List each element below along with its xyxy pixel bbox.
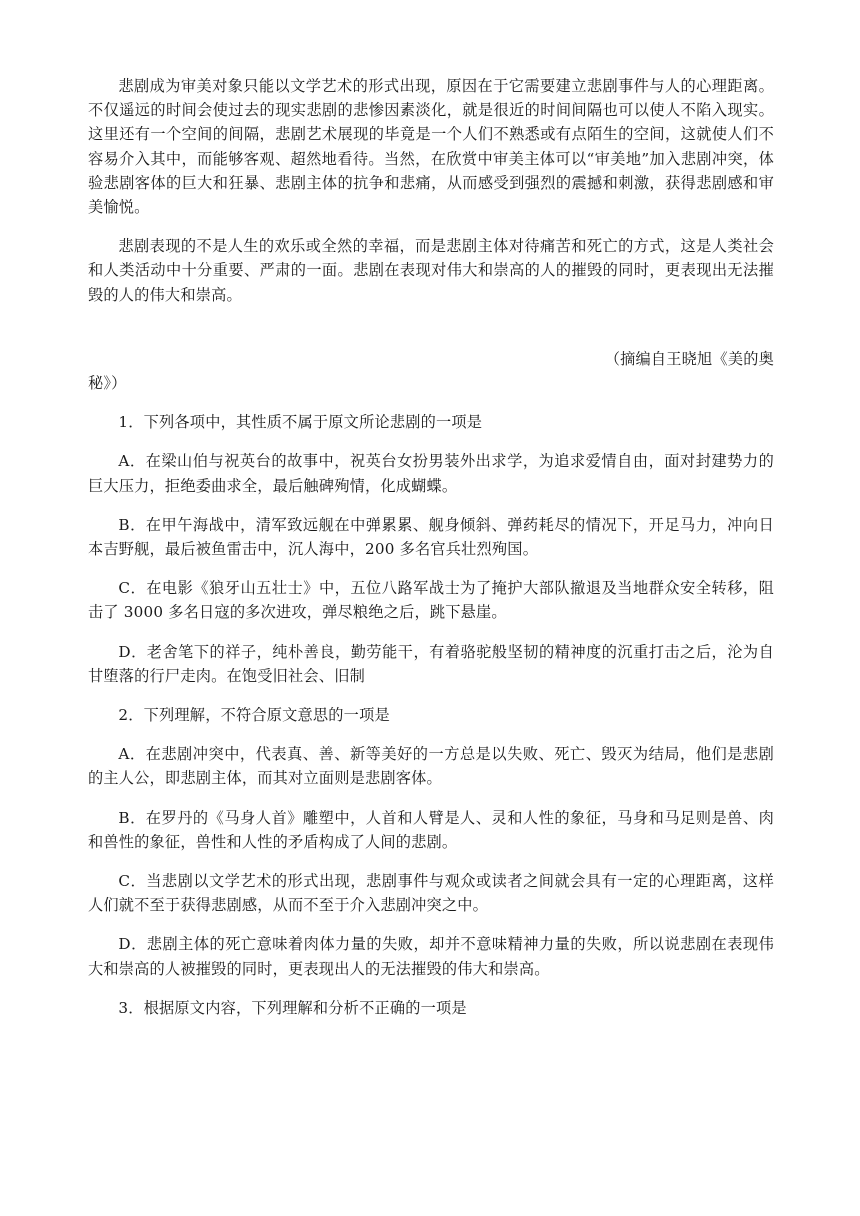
question-1-option-d: D．老舍笔下的祥子，纯朴善良，勤劳能干，有着骆驼般坚韧的精神度的沉重打击之后，沦为自甘堕落的行尸走肉。在饱受旧社会、旧制 xyxy=(88,642,774,685)
question-2-stem: 2．下列理解，不符合原文意思的一项是 xyxy=(118,706,390,725)
question-1-option-b: B．在甲午海战中，清军致远舰在中弹累累、舰身倾斜、弹药耗尽的情况下，开足马力，冲向日本吉野舰，最后被鱼雷击中，沉人海中，200 多名官兵壮烈殉国。 xyxy=(88,515,774,559)
document-page xyxy=(88,74,774,1035)
passage-paragraph-1: 悲剧成为审美对象只能以文学艺术的形式出现，原因在于它需要建立悲剧事件与人的心理距离。不仅遥远的时间会使过去的现实悲剧的悲惨因素淡化，就是很近的时间间隔也可以使人不陷入现实。这里还有一个空间的间隔，悲剧艺术展现的毕竟是一个人们不熟悉或有点陌生的空间，这就使人们不容易介入其中，而能够客观、超然地看待。当然，在欣赏中审美主体可以“审美地”加入悲剧冲突，体验悲剧客体的巨大和狂暴、悲剧主体的抗争和悲痛，从而感受到强烈的震撼和刺激，获得悲剧感和审美愉悦。 xyxy=(88,77,774,217)
passage-paragraph-2: 悲剧表现的不是人生的欢乐或全然的幸福，而是悲剧主体对待痛苦和死亡的方式，这是人类社会和人类活动中十分重要、严肃的一面。悲剧在表现对伟大和崇高的人的摧毁的同时，更表现出无法摧毁的人的伟大和崇高。 xyxy=(88,237,774,304)
source-citation-tail: 秘》） xyxy=(88,374,127,393)
question-2-option-a: A．在悲剧冲突中，代表真、善、新等美好的一方总是以失败、死亡、毁灭为结局，他们是悲剧的主人公，即悲剧主体，而其对立面则是悲剧客体。 xyxy=(88,745,774,788)
question-2-option-b: B．在罗丹的《马身人首》雕塑中，人首和人臂是人、灵和人性的象征，马身和马足则是兽、肉和兽性的象征，兽性和人性的矛盾构成了人间的悲剧。 xyxy=(88,808,774,851)
question-3-stem: 3．根据原文内容，下列理解和分析不正确的一项是 xyxy=(118,998,467,1017)
question-2-option-c: C．当悲剧以文学艺术的形式出现，悲剧事件与观众或读者之间就会具有一定的心理距离，这样人们就不至于获得悲剧感，从而不至于介入悲剧冲突之中。 xyxy=(88,872,774,915)
question-2-option-d: D．悲剧主体的死亡意味着肉体力量的失败，却并不意味精神力量的失败，所以说悲剧在表现伟大和崇高的人被摧毁的同时，更表现出人的无法摧毁的伟大和崇高。 xyxy=(88,935,774,978)
question-1-stem: 1．下列各项中，其性质不属于原文所论悲剧的一项是 xyxy=(118,413,483,432)
question-1-option-c: C．在电影《狼牙山五壮士》中，五位八路军战士为了掩护大部队撤退及当地群众安全转移，阻击了 3000 多名日寇的多次进攻，弹尽粮绝之后，跳下悬崖。 xyxy=(88,579,774,622)
source-citation: （摘编自王晓旭《美的奥 xyxy=(604,349,774,368)
question-1-option-a: A．在梁山伯与祝英台的故事中，祝英台女扮男装外出求学，为追求爱情自由，面对封建势力的巨大压力，拒绝委曲求全，最后触碑殉情，化成蝴蝶。 xyxy=(88,452,774,495)
